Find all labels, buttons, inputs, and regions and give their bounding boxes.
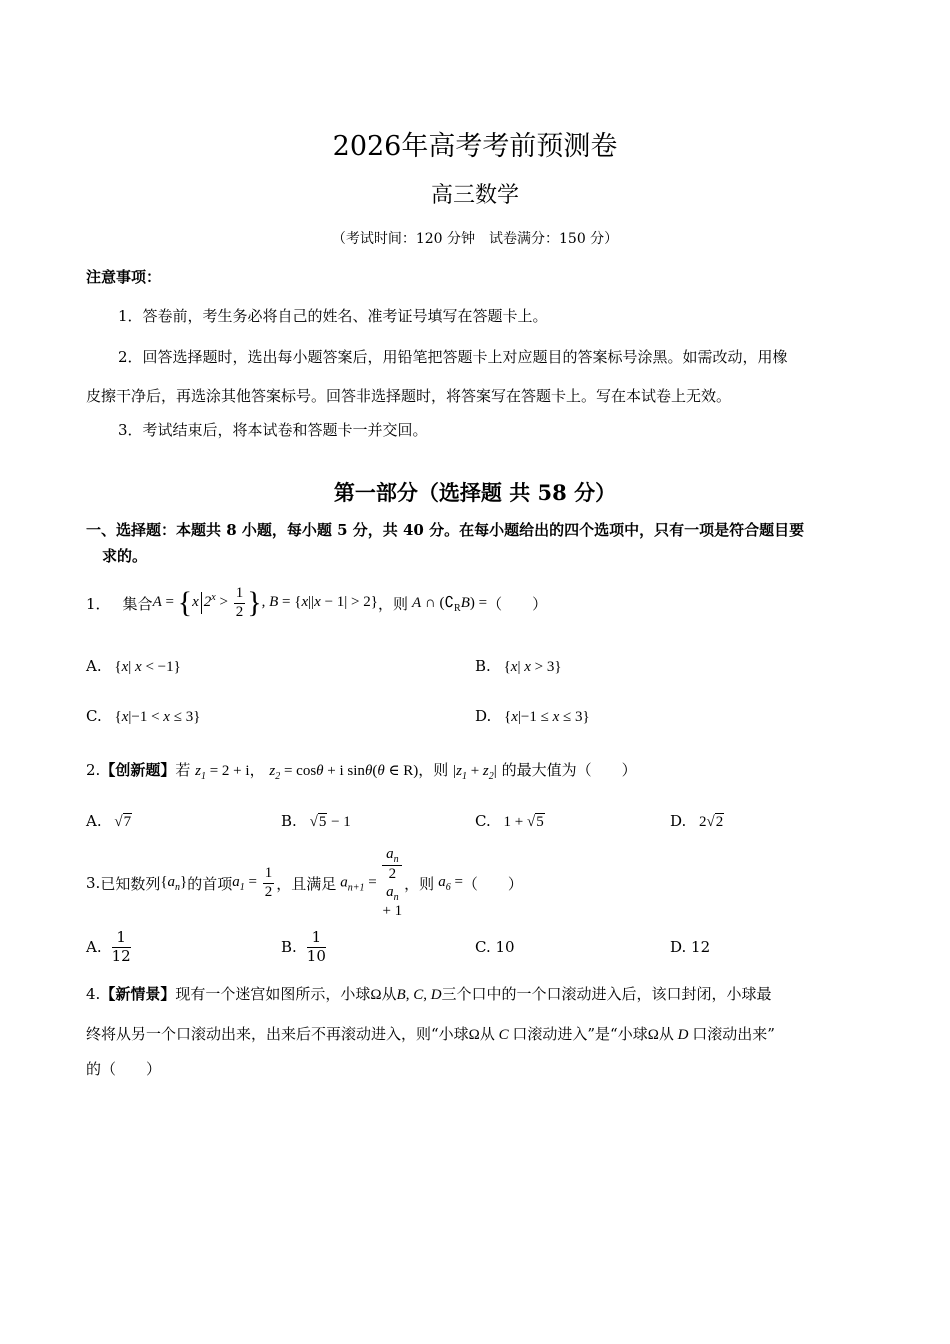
exam-title: 2026年高考考前预测卷 [332, 131, 618, 162]
q3-lead: 已知数列 [100, 874, 161, 893]
q4-line2-a: 终将从另一个口滚动出来，出来后不再滚动进入，则“小球 [86, 1025, 469, 1043]
q2-tag: 【创新题】 [100, 761, 176, 779]
q2-then: ，则 [418, 761, 449, 779]
q1-tail: ，则 [377, 594, 408, 613]
q3-then: ，则 [404, 874, 435, 893]
q3-a1-expr: $a_1$ = $\frac{1}{2}$ [232, 865, 273, 900]
q1-set-expression: A = {x $2^x$ > $\frac{1}{2}$ }, B = {x||x − 1| > 2} [152, 585, 378, 620]
q2-option-a-expr: √7 [114, 814, 132, 830]
q4-line2-b: 从 [479, 1025, 495, 1043]
q2-tail: 的最大值为（ ） [501, 761, 637, 779]
q2-option-c-label: C. [475, 812, 491, 830]
q4-line2-d: 从 [658, 1025, 674, 1043]
q3-option-b-den: 10 [306, 946, 326, 965]
section-instruction-line1: 一、选择题：本题共 8 小题，每小题 5 分，共 40 分。在每小题给出的四个选项中，只有一项是符合题目要 [86, 521, 805, 539]
q4-line1-a: 现有一个迷宫如图所示，小球 [175, 985, 371, 1003]
q2-mid: ， [249, 761, 265, 779]
question-1 [86, 582, 547, 624]
exam-subtitle: 高三数学 [430, 183, 519, 208]
q4-omega-1: Ω [370, 987, 382, 1003]
q4-number: 4. [86, 985, 101, 1003]
q1-option-c-expr: {x|−1 < x ≤ 3} [114, 709, 201, 725]
q3-option-a-label: A. [86, 938, 102, 956]
q3-option-c[interactable]: C. 10 [475, 938, 515, 956]
q3-cond: ，且满足 [276, 874, 337, 893]
q1-option-d[interactable] [475, 707, 590, 726]
q2-option-b-expr: √5 − 1 [309, 814, 351, 830]
q3-option-b-label: B. [281, 938, 297, 956]
notice-item-1: 1．答卷前，考生务必将自己的姓名、准考证号填写在答题卡上。 [118, 307, 548, 325]
q1-option-a-label: A. [86, 657, 102, 675]
q3-first: 的首项 [187, 874, 233, 893]
q4-line-1 [86, 983, 772, 1004]
q3-option-b-num: 1 [307, 929, 326, 947]
q2-option-d-label: D. [670, 812, 687, 830]
q3-a6-expr: $a_6$ = [438, 873, 463, 893]
q1-option-b-expr: {x| x > 3} [503, 659, 562, 675]
q1-option-b-label: B. [475, 657, 491, 675]
question-2 [86, 759, 637, 782]
q4-line1-b: 从 [381, 985, 397, 1003]
q3-option-b-frac [307, 929, 326, 965]
q1-option-d-expr: {x|−1 ≤ x ≤ 3} [504, 709, 590, 725]
notice-item-3: 3．考试结束后，将本试卷和答题卡一并交回。 [118, 421, 428, 439]
q1-option-d-label: D. [475, 707, 492, 725]
exam-info: （考试时间：120 分钟 试卷满分：150 分） [331, 231, 619, 247]
q3-option-a-frac [112, 929, 131, 965]
notice-item-2-line1: 2．回答选择题时，选出每小题答案后，用铅笔把答题卡上对应题目的答案标号涂黑。如需改动，用橡 [118, 348, 788, 366]
q4-line1-c: 三个口中的一个口滚动进入后，该口封闭，小球最 [441, 985, 772, 1003]
q2-option-c-expr: 1 + √5 [503, 814, 544, 830]
section-title: 第一部分（选择题 共 58 分） [333, 480, 617, 505]
q3-recursion-expr: $a_{n+1}$ = $a_n$ 2 $a_n$ + 1 [340, 845, 403, 919]
q3-paren: （ ） [462, 874, 523, 893]
q4-opening-d: D [673, 1027, 693, 1043]
q1-number: 1． [86, 594, 111, 613]
q2-option-c[interactable] [475, 812, 545, 831]
q1-option-c-label: C. [86, 707, 102, 725]
q1-option-c[interactable] [86, 707, 200, 726]
q2-z2-expr: $z_2 = \cos\theta + i$ sinθ(θ ∈ R) [269, 763, 419, 782]
q3-number: 3. [86, 874, 101, 892]
q4-omega-2: Ω [468, 1027, 480, 1043]
q4-line2-e: 口滚动出来” [692, 1025, 775, 1043]
q2-option-a-label: A. [86, 812, 102, 830]
q1-paren: （ ） [487, 594, 548, 613]
q2-option-b-label: B. [281, 812, 297, 830]
q2-option-d-expr: 2√2 [699, 814, 724, 830]
q1-target-expression: A ∩ $(∁_RB)$ = [411, 594, 488, 614]
q4-tag: 【新情景】 [100, 985, 176, 1003]
q1-lead: 集合 [122, 594, 153, 613]
q2-option-a[interactable] [86, 812, 132, 831]
q4-line2-c: 口滚动进入”是“小球 [512, 1025, 648, 1043]
q3-option-a-den: 12 [111, 946, 131, 965]
q1-option-b[interactable] [475, 657, 562, 676]
q3-option-a-num: 1 [112, 929, 131, 947]
q4-line-3: 的（ ） [86, 1060, 162, 1078]
question-3 [86, 845, 523, 919]
q4-openings-expr: B, C, D [396, 987, 442, 1003]
q2-z1-expr: $z_1 = 2 + i$ [195, 763, 250, 782]
q3-sequence-expr: $\{a_n\}$ [160, 873, 188, 893]
notice-item-2-line2: 皮擦干净后，再选涂其他答案标号。回答非选择题时，将答案写在答题卡上。写在本试卷上无效。 [86, 387, 732, 405]
q4-opening-c: C [494, 1027, 513, 1043]
q2-number: 2. [86, 761, 101, 779]
q3-option-b[interactable] [281, 924, 328, 970]
q3-option-a[interactable] [86, 924, 133, 970]
section-instruction-line2: 求的。 [102, 547, 148, 565]
q3-option-d[interactable]: D. 12 [670, 938, 711, 956]
q2-option-d[interactable] [670, 812, 724, 831]
q4-line-2 [86, 1023, 775, 1044]
q2-modulus-expr: $|z_1 + z_2|$ [453, 763, 497, 782]
q1-option-a-expr: {x| x < −1} [114, 659, 181, 675]
q2-option-b[interactable] [281, 812, 351, 831]
q4-omega-3: Ω [647, 1027, 659, 1043]
q1-option-a[interactable] [86, 657, 181, 676]
notice-heading: 注意事项： [86, 268, 162, 286]
q2-lead: 若 [175, 761, 191, 779]
